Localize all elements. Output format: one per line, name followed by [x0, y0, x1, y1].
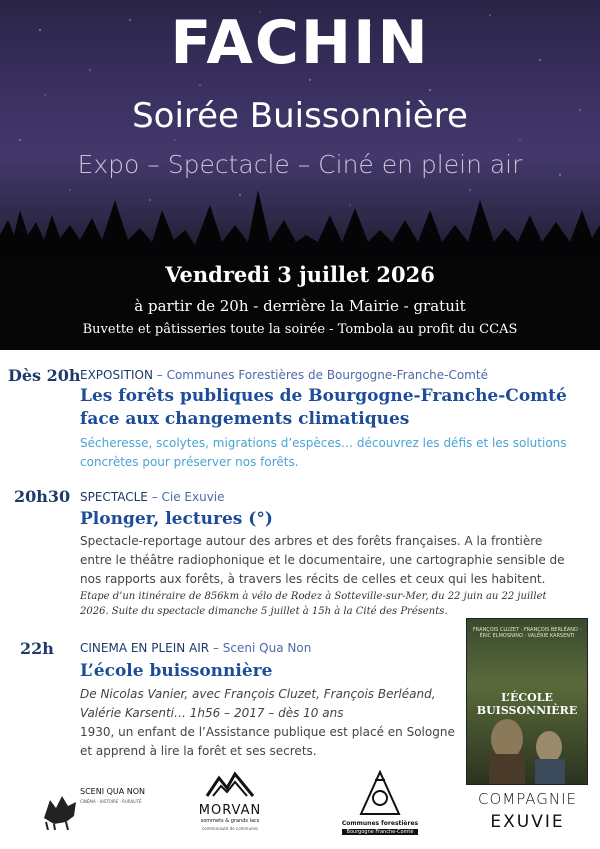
kicker-spectacle — [80, 490, 225, 504]
morvan-logo — [195, 770, 265, 835]
note-spectacle-line1: Etape d’un itinéraire de 856km à vélo de Rodez à Sotteville-sur-Mer, du 22 juin au 22 juillet — [80, 591, 547, 602]
credits-cinema-line2: Valérie Karsenti… 1h56 – 2017 – dès 10 ans — [80, 706, 344, 720]
desc-spectacle-line3: nos rapports aux forêts, à travers les récits de celles et ceux qui les habitent. — [80, 572, 546, 586]
morvan-subtext2: communauté de communes — [201, 826, 259, 831]
desc-expo-line2: concrètes pour préserver nos forêts. — [80, 455, 299, 469]
org-cinema: – Sceni Qua Non — [212, 641, 312, 655]
sceni-text: SCENI QUA NON — [80, 787, 146, 796]
time-spectacle: 20h30 — [14, 487, 71, 506]
kind-spectacle: SPECTACLE — [80, 490, 148, 504]
title-cinema: L’école buissonnière — [80, 661, 273, 681]
exuvie-text2: EXUVIE — [490, 812, 565, 832]
desc-spectacle-line2: entre le théâtre radiophonique et le documentaire, une cartographie sensible de — [80, 553, 565, 567]
event-tagline: Expo – Spectacle – Ciné en plein air — [77, 150, 523, 179]
sceni-qua-non-logo — [40, 783, 160, 833]
event-date: Vendredi 3 juillet 2026 — [165, 262, 435, 287]
morvan-text: MORVAN — [198, 803, 262, 818]
desc-cinema-line1: 1930, un enfant de l’Assistance publique est placé en Sologne — [80, 725, 455, 739]
time-expo: Dès 20h — [8, 366, 81, 385]
sceni-subtext: CINÉMA · HISTOIRE · RURALITÉ — [80, 799, 142, 804]
desc-expo-line1: Sécheresse, scolytes, migrations d’espèces… découvrez les défis et les solutions — [80, 436, 567, 450]
org-expo: – Communes Forestières de Bourgogne-Franche-Comté — [156, 368, 488, 382]
note-spectacle-line2: 2026. Suite du spectacle dimanche 5 juillet à 15h à la Cité des Présents. — [80, 606, 448, 617]
cofor-text1: Communes forestières — [341, 820, 419, 827]
desc-spectacle-line1: Spectacle-reportage autour des arbres et des forêts françaises. A la frontière — [80, 534, 543, 548]
poster-credits: FRANÇOIS CLUZET · FRANÇOIS BERLÉAND · ÉRIC ELMOSNINO · VALÉRIE KARSENTI — [472, 627, 582, 639]
event-extras: Buvette et pâtisseries toute la soirée - Tombola au profit du CCAS — [82, 322, 518, 337]
hero-banner — [0, 0, 600, 350]
poster-title: L’ÉCOLE BUISSONNIÈRE — [476, 691, 578, 717]
village-name: FACHIN — [170, 8, 430, 78]
event-name: Soirée Buissonnière — [132, 96, 468, 136]
time-cinema: 22h — [20, 639, 54, 658]
movie-poster — [466, 618, 588, 785]
exuvie-text1: COMPAGNIE — [477, 790, 578, 808]
mountains-icon — [205, 770, 255, 798]
poster-figures — [467, 709, 587, 784]
title-expo-line2: face aux changements climatiques — [80, 409, 410, 429]
kind-cinema: CINEMA EN PLEIN AIR — [80, 641, 210, 655]
communes-forestieres-logo — [340, 770, 420, 840]
kind-expo: EXPOSITION — [80, 368, 153, 382]
tree-house-icon — [355, 770, 405, 820]
kicker-expo — [80, 368, 488, 382]
morvan-subtext1: sommets & grands lacs — [200, 818, 260, 824]
credits-cinema-line1: De Nicolas Vanier, avec François Cluzet, François Berléand, — [80, 687, 436, 701]
desc-cinema-line2: et apprend à lire la forêt et ses secrets. — [80, 744, 317, 758]
cofor-text2: Bourgogne Franche-Comté — [342, 829, 418, 835]
compagnie-exuvie-logo — [470, 790, 585, 840]
wolf-icon — [40, 788, 80, 830]
title-spectacle: Plonger, lectures (°) — [80, 509, 273, 529]
event-details: à partir de 20h - derrière la Mairie - gratuit — [134, 297, 466, 315]
kicker-cinema — [80, 641, 311, 655]
org-spectacle: – Cie Exuvie — [151, 490, 225, 504]
title-expo-line1: Les forêts publiques de Bourgogne-Franche-Comté — [80, 386, 567, 406]
